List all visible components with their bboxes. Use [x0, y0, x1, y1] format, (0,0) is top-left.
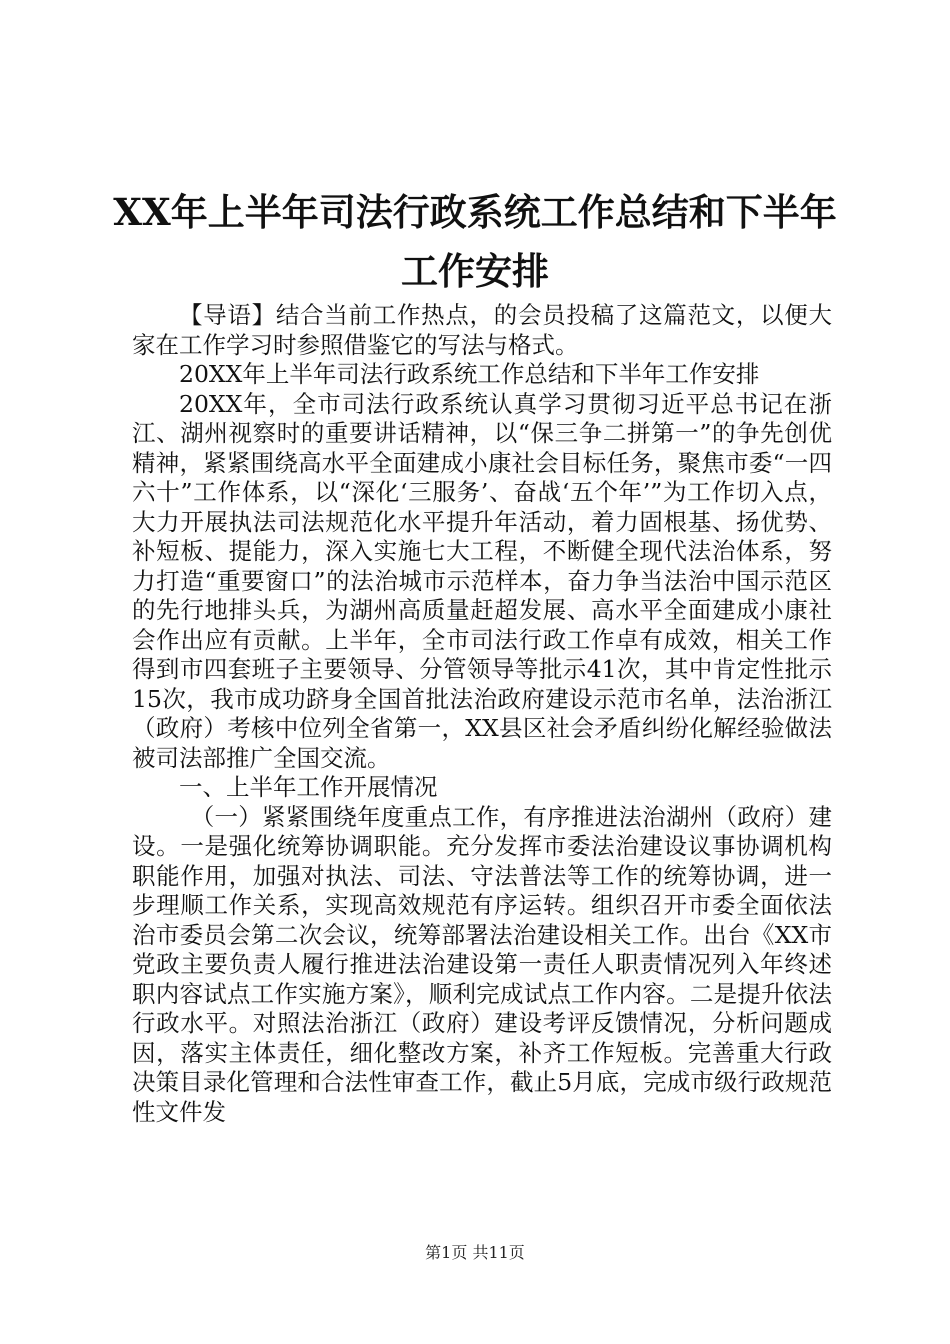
summary-paragraph: 20XX年，全市司法行政系统认真学习贯彻习近平总书记在浙江、湖州视察时的重要讲话精神，以“保三争二拼第一”的争先创优精神，紧紧围绕高水平全面建成小康社会目标任务，聚焦市委“一四六十”工作体系，以“深化‘三服务’、奋战‘五个年’”为工作切入点，大力开展执法司法规范化水平提升年活动，着力固根基、扬优势、补短板、提能力，深入实施七大工程，不断健全现代法治体系，努力打造“重要窗口”的法治城市示范样本，奋力争当法治中国示范区的先行地排头兵，为湖州高质量赶超发展、高水平全面建成小康社会作出应有贡献。上半年，全市司法行政工作卓有成效，相关工作得到市四套班子主要领导、分管领导等批示41次，其中肯定性批示15次，我市成功跻身全国首批法治政府建设示范市名单，法治浙江（政府）考核中位列全省第一，XX县区社会矛盾纠纷化解经验做法被司法部推广全国交流。: [132, 389, 832, 772]
document-body: [132, 301, 832, 1127]
section-heading: 一、上半年工作开展情况: [179, 773, 438, 801]
intro-paragraph: 【导语】结合当前工作热点，的会员投稿了这篇范文，以便大家在工作学习时参照借鉴它的写法与格式。: [132, 301, 832, 359]
document-title-line-2: 工作安排: [401, 249, 549, 293]
section-1-paragraph: （一）紧紧围绕年度重点工作，有序推进法治湖州（政府）建设。一是强化统筹协调职能。充分发挥市委法治建设议事协调机构职能作用，加强对执法、司法、守法普法等工作的统筹协调，进一步理顺工作关系，实现高效规范有序运转。组织召开市委全面依法治市委员会第二次会议，统筹部署法治建设相关工作。出台《XX市党政主要负责人履行推进法治建设第一责任人职责情况列入年终述职内容试点工作实施方案》，顺利完成试点工作内容。二是提升依法行政水平。对照法治浙江（政府）建设考评反馈情况，分析问题成因，落实主体责任，细化整改方案，补齐工作短板。完善重大行政决策目录化管理和合法性审查工作，截止5月底，完成市级行政规范性文件发: [132, 802, 832, 1126]
document-title-line-1: XX年上半年司法行政系统工作总结和下半年: [113, 190, 837, 234]
subtitle-paragraph: 20XX年上半年司法行政系统工作总结和下半年工作安排: [179, 360, 760, 388]
page-footer: 第1页 共11页: [425, 1243, 525, 1262]
